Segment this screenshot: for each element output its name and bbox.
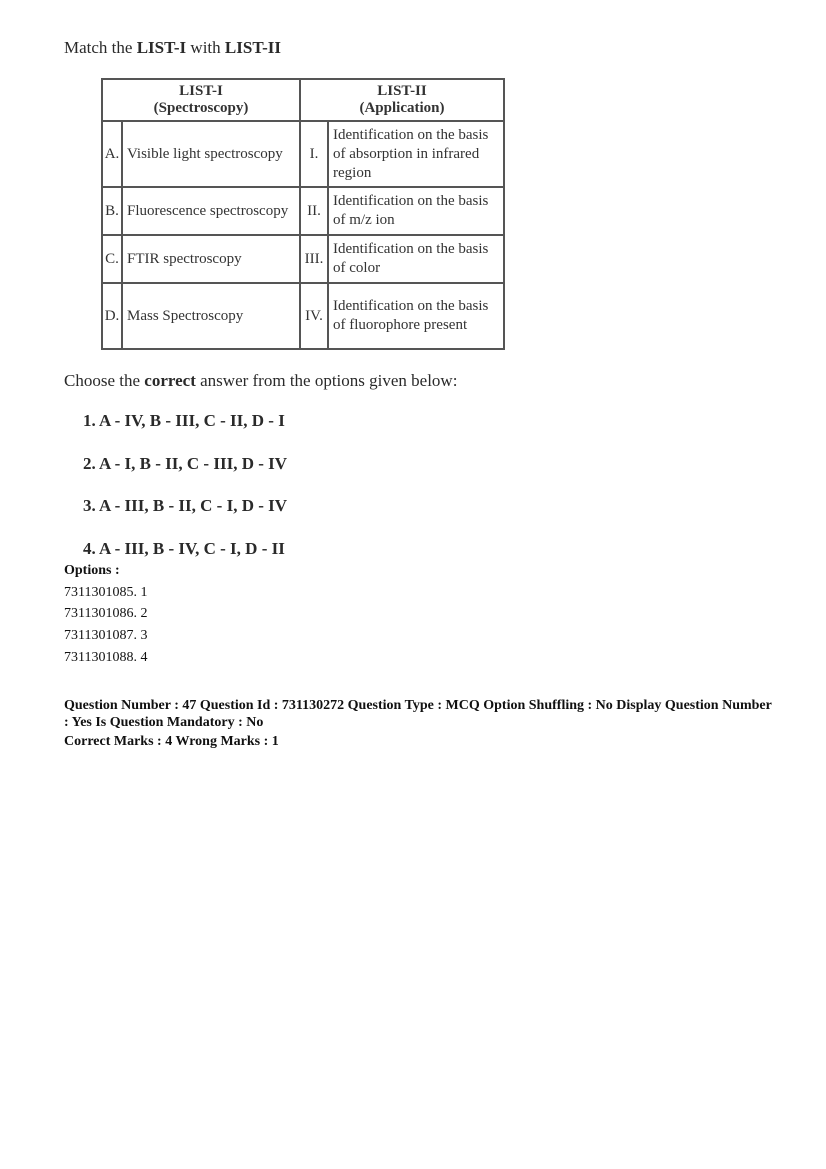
row-roman: I.	[300, 121, 328, 187]
row-letter: D.	[102, 283, 122, 349]
row-application: Identification on the basis of m/z ion	[328, 187, 504, 235]
heading-middle: with	[186, 38, 225, 57]
instruction-suffix: answer from the options given below:	[195, 371, 458, 390]
table-row	[102, 121, 504, 187]
list2-header-sub: (Application)	[359, 100, 445, 116]
table-row	[102, 235, 504, 283]
answer-choice-1: 1. A - IV, B - III, C - II, D - I	[83, 411, 285, 430]
row-roman: IV.	[300, 283, 328, 349]
heading-list2: LIST-II	[224, 38, 281, 57]
option-id-1: 7311301085. 1	[64, 585, 148, 600]
table-row	[102, 283, 504, 349]
option-id-3: 7311301087. 3	[64, 628, 148, 643]
row-roman: III.	[300, 235, 328, 283]
row-item: Fluorescence spectroscopy	[122, 187, 300, 235]
row-application: Identification on the basis of fluorophore present	[328, 283, 504, 349]
question-heading	[64, 38, 281, 58]
table-header-row	[102, 79, 504, 121]
row-application: Identification on the basis of absorption in infrared region	[328, 121, 504, 187]
row-roman: II.	[300, 187, 328, 235]
list1-header-sub: (Spectroscopy)	[153, 100, 249, 116]
instruction-bold: correct	[144, 371, 196, 390]
heading-list1: LIST-I	[136, 38, 187, 57]
row-item: Visible light spectroscopy	[122, 121, 300, 187]
row-application: Identification on the basis of color	[328, 235, 504, 283]
question-marks: Correct Marks : 4 Wrong Marks : 1	[64, 734, 279, 749]
list1-header	[102, 79, 300, 121]
row-letter: A.	[102, 121, 122, 187]
question-meta: Question Number : 47 Question Id : 731130272 Question Type : MCQ Option Shuffling : No Display Question Number : Yes Is Question Mandatory : No	[64, 698, 772, 730]
table-row	[102, 187, 504, 235]
heading-prefix: Match the	[64, 38, 137, 57]
answer-choice-4: 4. A - III, B - IV, C - I, D - II	[83, 539, 285, 558]
match-table	[101, 78, 505, 350]
list2-header	[300, 79, 504, 121]
answer-choice-3: 3. A - III, B - II, C - I, D - IV	[83, 496, 288, 515]
answer-choice-2: 2. A - I, B - II, C - III, D - IV	[83, 454, 288, 473]
list2-header-title: LIST-II	[377, 83, 427, 99]
instruction-text	[64, 371, 457, 391]
option-id-2: 7311301086. 2	[64, 606, 148, 621]
row-letter: B.	[102, 187, 122, 235]
row-item: FTIR spectroscopy	[122, 235, 300, 283]
option-id-4: 7311301088. 4	[64, 650, 148, 665]
row-letter: C.	[102, 235, 122, 283]
row-item: Mass Spectroscopy	[122, 283, 300, 349]
instruction-prefix: Choose the	[64, 371, 145, 390]
options-label: Options :	[64, 563, 120, 578]
list1-header-title: LIST-I	[179, 83, 223, 99]
